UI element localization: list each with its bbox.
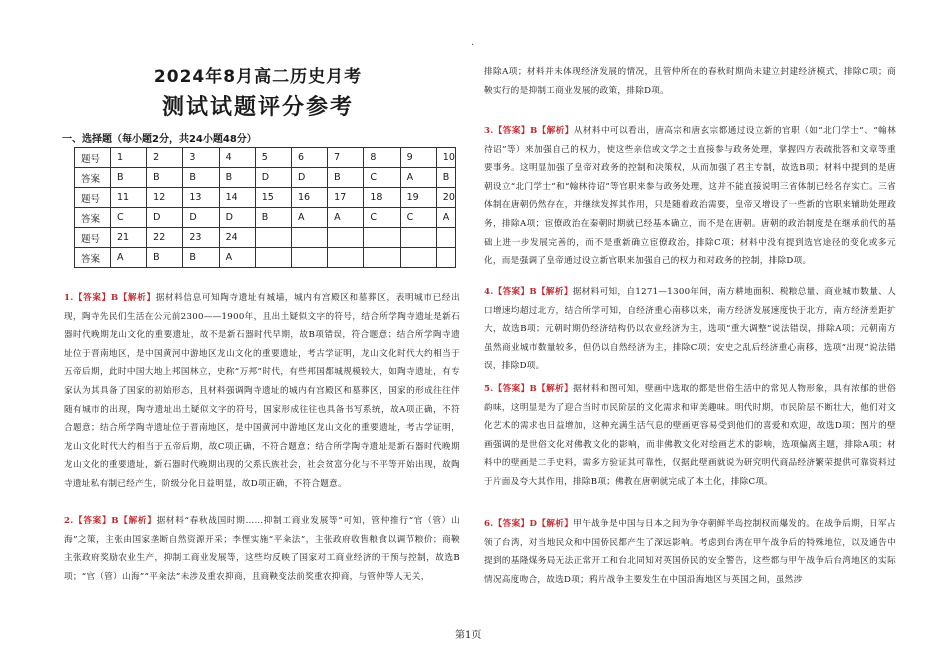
table-cell: C (110, 208, 146, 228)
answer-text: 据材料和图可知，壁画中选取的都是世俗生活中的常见人物形象，具有浓郁的世俗韵味，这明显是为了迎合当时市民阶层的文化需求和审美趣味。明代时期，市民阶层不断壮大，他们对文化艺术的需求也日益增加，这种充满生活气息的壁画更容易受到他们的喜爱和欢迎，故选D项；图片的壁画强调的是世俗文化对佛教文化的影响，而非佛教文化对绘画艺术的影响，选项偏离主题，排除A项；材料中的壁画是二手史料，需多方验证其可靠性，仅据此壁画就说为研究明代商品经济繁荣提供可靠资料过于片面及夸大其作用，排除B项；佛教在唐朝就完成了本土化，排除C项。 (484, 384, 896, 487)
answer-text: 据材料可知，自1271—1300年间，南方耕地面积、税粮总量、商业城市数量、人口增速均超过北方，结合所学可知，自经济重心南移以来，南方经济发展速度快于北方，南方经济差距扩大，故选B项；元朝时期仍经济结构仍以农业经济为主，选项“重大调整”说法错误，排除A项；元朝南方虽然商业城市数量较多，但仍以自然经济为主，排除C项；安史之乱后经济重心南移，选项“出现”说法错误，排除D项。 (484, 287, 896, 372)
answer-text-part1: 据材料“春秋战国时期……抑制工商业发展等”可知，管仲推行“官（管）山海”之策，主张由国家垄断自然资源开采；李悝实施“平籴法”，主张政府收售粮食以调节粮价；商鞅主张政府奖励农业生产，抑制工商业发展等，这些均反映了国家对工商业经济的干预与控制，故选B项；“官（管）山海”“平籴法”未涉及重农抑商，且商鞅变法前奖重农抑商，与管仲等人无关， (64, 516, 460, 582)
answer-text: 据材料信息可知陶寺遗址有城墙，城内有宫殿区和墓葬区，表明城市已经出现，陶寺先民们生活在公元前2300——1900年，且出土疑似文字的符号，结合所学陶寺遗址是新石器时代晚期龙山文化的重要遗址，故不是新石器时代早期，故B项错误，符合题意；结合所学陶寺遗址位于晋南地区，是中国黄河中游地区龙山文化的重要遗址，考古学证明，龙山文化时代大约相当于五帝后期，此时中国大地上邦国林立，史称“万邦”时代，有些邦国都城规模较大，如陶寺遗址，有专家认为其具备了国家的初始形态，且材料强调陶寺遗址的城内有宫殿区和墓葬区，国家的形成往往伴随有城市的出现，陶寺遗址出土疑似文字的符号，国家形成往往也具备书写系统，故A项正确，不符合题意；结合所学陶寺遗址位于晋南地区，是中国黄河中游地区龙山文化的重要遗址，考古学证明，龙山文化时代大约相当于五帝后期，故C项正确，不符合题意；结合所学陶寺遗址是新石器时代晚期龙山文化的重要遗址，新石器时代晚期出现的父系氏族社会，社会贫富分化与不平等开始出现，故陶寺遗址私有制已经产生，阶级分化日益明显，故D项正确，不符合题意。 (64, 293, 461, 489)
table-row (75, 248, 456, 268)
table-cell: 答案 (75, 168, 111, 188)
table-cell: 4 (219, 148, 255, 168)
answer-tag: 【答案】B【解析】 (73, 293, 156, 303)
answer-tag: 【答案】D【解析】 (493, 519, 574, 529)
table-cell (255, 248, 291, 268)
table-row (75, 168, 456, 188)
table-cell: 答案 (75, 208, 111, 228)
table-cell: 19 (400, 188, 436, 208)
table-cell: 6 (291, 148, 327, 168)
header-dot: · (471, 40, 475, 51)
table-cell: B (183, 168, 219, 188)
table-cell (291, 228, 327, 248)
table-cell: D (183, 208, 219, 228)
table-cell: 1 (110, 148, 146, 168)
table-row (75, 208, 456, 228)
table-cell (291, 248, 327, 268)
table-cell: B (255, 208, 291, 228)
table-cell: 题号 (75, 228, 111, 248)
table-cell: 24 (219, 228, 255, 248)
table-cell: 20 (436, 188, 455, 208)
table-cell: 2 (147, 148, 183, 168)
section-title: 一、选择题（每小题2分，共24小题48分） (62, 134, 257, 145)
table-row (75, 228, 456, 248)
table-cell: 17 (328, 188, 364, 208)
answer-tag: 【答案】B【解析】 (493, 126, 574, 136)
answer-text: 从材料中可以看出，唐高宗和唐玄宗都通过设立新的官职（如“北门学士”、“翰林待诏”等）来加强自己的权力，使这些亲信或文学之士直接参与政务处理，掌握四方表疏批答和文章等重要事务。这明显加强了皇帝对政务的控制和决策权，从而加强了君主专制，故选B项；材料中提到的是唐朝设立“北门学士”和“翰林待诏”等官职来参与政务处理，这并不能直接说明三省体制已经名存实亡。三省体制在唐朝仍然存在，并继续发挥其作用，只是随着政治需要，皇帝又增设了一些新的官职来辅助处理政务，排除A项；宦僚政治在秦朝时期就已经基本确立，而不是在唐朝。唐朝的政治制度是在继承前代的基础上进一步发展完善的，而不是重新确立宦僚政治，排除C项；材料中没有提到选官途径的变化或多元化，而是强调了皇帝通过设立新官职来加强自己的权力和对政务的控制，排除D项。 (484, 126, 896, 267)
answer-number: 6. (484, 519, 494, 529)
answer-item-3 (484, 122, 896, 271)
table-cell (436, 228, 455, 248)
table-cell: 9 (400, 148, 436, 168)
table-cell: 10 (436, 148, 455, 168)
table-cell (328, 248, 364, 268)
answer-item-5 (484, 380, 896, 492)
table-cell: 14 (219, 188, 255, 208)
table-cell: 3 (183, 148, 219, 168)
table-cell (400, 228, 436, 248)
answer-number: 1. (64, 293, 74, 303)
table-cell: 22 (147, 228, 183, 248)
table-cell: 8 (364, 148, 400, 168)
answer-number: 4. (484, 287, 494, 297)
answer-item-2-continued (484, 63, 896, 100)
table-cell: C (400, 208, 436, 228)
answer-item-2 (64, 512, 460, 586)
table-cell: A (219, 248, 255, 268)
answer-item-4 (484, 283, 896, 376)
table-cell: D (291, 168, 327, 188)
table-cell: B (147, 168, 183, 188)
table-cell: A (328, 208, 364, 228)
table-cell (328, 228, 364, 248)
page-subtitle: 测试试题评分参考 (161, 95, 354, 120)
table-cell (400, 248, 436, 268)
table-row (75, 188, 456, 208)
table-cell: B (436, 168, 455, 188)
table-cell: B (183, 248, 219, 268)
table-cell: 7 (328, 148, 364, 168)
table-cell: 13 (183, 188, 219, 208)
answer-tag: 【答案】B【解析】 (493, 287, 573, 297)
table-cell: 16 (291, 188, 327, 208)
table-cell: 12 (147, 188, 183, 208)
table-cell: 题号 (75, 188, 111, 208)
answer-number: 2. (64, 516, 74, 526)
table-cell: 11 (110, 188, 146, 208)
answer-number: 3. (484, 126, 494, 136)
table-cell: A (291, 208, 327, 228)
table-cell: 15 (255, 188, 291, 208)
table-cell: D (147, 208, 183, 228)
page-number: 第1页 (455, 630, 482, 641)
table-cell: 5 (255, 148, 291, 168)
table-cell: B (219, 168, 255, 188)
answer-text-part2: 排除A项；材料并未体现经济发展的情况，且管仲所在的春秋时期尚未建立封建经济模式，排除C项；商鞅实行的是抑制工商业发展的政策，排除D项。 (484, 67, 896, 96)
answer-tag: 【答案】B【解析】 (493, 384, 574, 394)
table-cell: B (110, 168, 146, 188)
table-cell (364, 228, 400, 248)
table-cell: 18 (364, 188, 400, 208)
table-cell: C (364, 208, 400, 228)
table-cell: B (328, 168, 364, 188)
answer-item-6 (484, 515, 896, 589)
table-cell (364, 248, 400, 268)
table-cell: 答案 (75, 248, 111, 268)
table-cell: 21 (110, 228, 146, 248)
table-cell (255, 228, 291, 248)
table-cell: 23 (183, 228, 219, 248)
table-cell: A (400, 168, 436, 188)
table-cell: D (255, 168, 291, 188)
answer-item-1 (64, 289, 460, 494)
table-cell (436, 248, 455, 268)
table-cell: 题号 (75, 148, 111, 168)
table-cell: A (110, 248, 146, 268)
table-cell: C (364, 168, 400, 188)
page-title: 2024年8月高二历史月考 (153, 67, 363, 87)
answer-number: 5. (484, 384, 494, 394)
table-cell: B (147, 248, 183, 268)
table-row (75, 148, 456, 168)
answer-text: 甲午战争是中国与日本之间为争夺朝鲜半岛控制权而爆发的。在战争后期，日军占领了台湾，对当地民众和中国侨民都产生了深远影响。考虑到台湾在甲午战争后的特殊地位，以及通告中提到的基隆煤务局无法正常开工和台北同知对英国侨民的安全警告，这些都与甲午战争后台湾地区的实际情况高度吻合，故选D项；鸦片战争主要发生在中国沿海地区与英国之间，虽然涉 (484, 519, 896, 585)
table-cell: A (436, 208, 455, 228)
answer-table (74, 147, 456, 268)
table-cell: D (219, 208, 255, 228)
answer-tag: 【答案】B【解析】 (73, 516, 157, 526)
